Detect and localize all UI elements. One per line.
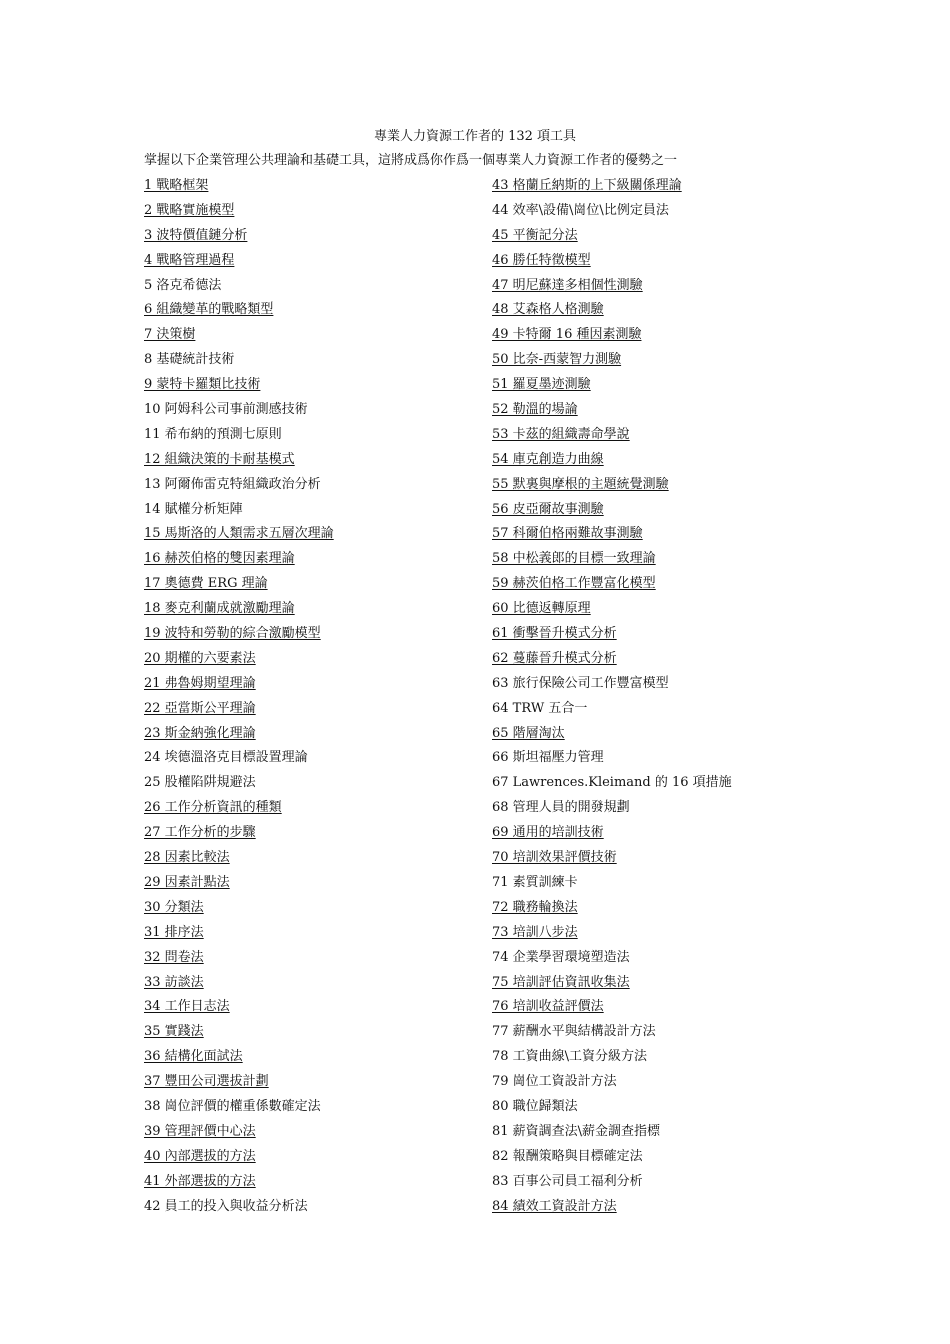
tool-link[interactable]: 33 訪談法 (144, 974, 204, 990)
tool-item: 63 旅行保險公司工作豐富模型 (492, 675, 669, 691)
tool-item: 25 股權陷阱規避法 (144, 775, 256, 791)
tool-link[interactable]: 36 結構化面試法 (144, 1049, 243, 1065)
tool-link[interactable]: 73 培訓八步法 (492, 924, 578, 940)
tool-link[interactable]: 15 馬斯洛的人類需求五層次理論 (144, 526, 334, 542)
tool-link[interactable]: 60 比德返轉原理 (492, 601, 591, 617)
tool-item: 77 薪酬水平與結構設計方法 (492, 1024, 656, 1040)
tool-item: 14 賦權分析矩陣 (144, 501, 243, 517)
tool-link[interactable]: 45 平衡記分法 (492, 227, 578, 243)
tool-item: 66 斯坦福壓力管理 (492, 750, 604, 766)
tool-link[interactable]: 50 比奈-西蒙智力測驗 (492, 352, 622, 368)
tool-link[interactable]: 72 職務輪換法 (492, 899, 578, 915)
tool-link[interactable]: 21 弗魯姆期望理論 (144, 675, 256, 691)
tool-link[interactable]: 2 戰略實施模型 (144, 202, 235, 218)
tool-link[interactable]: 47 明尼蘇達多相個性測驗 (492, 277, 643, 293)
right-column-list (492, 177, 812, 1222)
tool-link[interactable]: 59 赫茨伯格工作豐富化模型 (492, 576, 656, 592)
tool-link[interactable]: 54 庫克創造力曲線 (492, 451, 604, 467)
tool-link[interactable]: 37 豐田公司選拔計劃 (144, 1074, 269, 1090)
tool-link[interactable]: 3 波特價值鏈分析 (144, 227, 248, 243)
tool-link[interactable]: 28 因素比較法 (144, 850, 230, 866)
tool-item: 11 希布納的預測七原則 (144, 426, 282, 442)
tool-item: 67 Lawrences.Kleimand 的 16 項措施 (492, 775, 732, 791)
tool-link[interactable]: 62 蔓藤晉升模式分析 (492, 650, 617, 666)
tool-link[interactable]: 1 戰略框架 (144, 178, 209, 193)
tool-link[interactable]: 65 階層淘汰 (492, 725, 565, 741)
tool-item: 78 工資曲線\工資分級方法 (492, 1049, 648, 1065)
tool-link[interactable]: 17 奧德費 ERG 理論 (144, 576, 268, 592)
tool-link[interactable]: 23 斯金納強化理論 (144, 725, 256, 741)
tool-item: 8 基礎統計技術 (144, 352, 235, 368)
tool-link[interactable]: 70 培訓效果評價技術 (492, 850, 617, 866)
tool-link[interactable]: 51 羅夏墨迹測驗 (492, 377, 591, 393)
tool-item: 64 TRW 五合一 (492, 700, 588, 716)
tool-link[interactable]: 48 艾森格人格測驗 (492, 302, 604, 318)
tool-link[interactable]: 35 實踐法 (144, 1024, 204, 1040)
tool-link[interactable]: 26 工作分析資訊的種類 (144, 800, 282, 816)
tool-item: 44 效率\設備\崗位\比例定員法 (492, 202, 669, 218)
tool-link[interactable]: 19 波特和勞勒的綜合激勵模型 (144, 626, 321, 642)
tool-link[interactable]: 43 格蘭丘納斯的上下級關係理論 (492, 178, 682, 193)
tool-link[interactable]: 29 因素計點法 (144, 874, 230, 890)
tool-link[interactable]: 69 通用的培訓技術 (492, 825, 604, 841)
tool-item: 79 崗位工資設計方法 (492, 1074, 617, 1090)
tool-link[interactable]: 58 中松義郎的目標一致理論 (492, 551, 656, 567)
tool-link[interactable]: 34 工作日志法 (144, 999, 230, 1015)
tool-link[interactable]: 49 卡特爾 16 種因素測驗 (492, 327, 642, 343)
tool-link[interactable]: 22 亞當斯公平理論 (144, 700, 256, 716)
tool-item: 5 洛克希德法 (144, 277, 222, 293)
tool-link[interactable]: 7 決策樹 (144, 327, 196, 343)
tool-item: 82 報酬策略與目標確定法 (492, 1148, 643, 1164)
tool-item: 68 管理人員的開發規劃 (492, 800, 630, 816)
tool-item: 80 職位歸類法 (492, 1098, 578, 1114)
tool-link[interactable]: 41 外部選拔的方法 (144, 1173, 256, 1189)
tool-item: 24 埃德溫洛克目標設置理論 (144, 750, 308, 766)
tool-link[interactable]: 12 組織決策的卡耐基模式 (144, 451, 295, 467)
tool-link[interactable]: 32 問卷法 (144, 949, 204, 965)
tool-link[interactable]: 52 勒溫的場論 (492, 402, 578, 418)
tool-item: 83 百事公司員工福利分析 (492, 1173, 643, 1189)
tool-link[interactable]: 20 期權的六要素法 (144, 650, 256, 666)
document-title: 專業人力資源工作者的 132 項工具 (373, 129, 577, 144)
tool-item: 81 薪資調查法\薪金調查指標 (492, 1123, 661, 1139)
tool-link[interactable]: 30 分類法 (144, 899, 204, 915)
tool-link[interactable]: 40 內部選拔的方法 (144, 1148, 256, 1164)
tool-item: 42 員工的投入與收益分析法 (144, 1198, 308, 1214)
tool-link[interactable]: 53 卡茲的組織壽命學說 (492, 426, 630, 442)
tool-item: 71 素質訓練卡 (492, 874, 578, 890)
tool-link[interactable]: 55 默裏與摩根的主題統覺測驗 (492, 476, 669, 492)
tool-link[interactable]: 6 組織變革的戰略類型 (144, 302, 274, 318)
tool-link[interactable]: 61 衝擊晉升模式分析 (492, 626, 617, 642)
tool-item: 74 企業學習環境塑造法 (492, 949, 630, 965)
tool-link[interactable]: 27 工作分析的步驟 (144, 825, 256, 841)
tool-item: 10 阿姆科公司事前測感技術 (144, 402, 308, 418)
tool-link[interactable]: 46 勝任特徵模型 (492, 252, 591, 268)
tool-link[interactable]: 56 皮亞爾故事測驗 (492, 501, 604, 517)
tool-item: 13 阿爾佈雷克特組織政治分析 (144, 476, 321, 492)
tool-link[interactable]: 57 科爾伯格兩難故事測驗 (492, 526, 643, 542)
tool-link[interactable]: 39 管理評價中心法 (144, 1123, 256, 1139)
tool-link[interactable]: 75 培訓評估資訊收集法 (492, 974, 630, 990)
tool-item: 38 崗位評價的權重係數確定法 (144, 1098, 321, 1114)
tool-link[interactable]: 16 赫茨伯格的雙因素理論 (144, 551, 295, 567)
tool-link[interactable]: 31 排序法 (144, 924, 204, 940)
tool-link[interactable]: 4 戰略管理過程 (144, 252, 235, 268)
tool-link[interactable]: 76 培訓收益評價法 (492, 999, 604, 1015)
tool-link[interactable]: 18 麥克利蘭成就激勵理論 (144, 601, 295, 617)
document-intro: 掌握以下企業管理公共理論和基礎工具，這將成爲你作爲一個專業人力資源工作者的優勢之一 (144, 153, 678, 168)
tool-link[interactable]: 84 績效工資設計方法 (492, 1198, 617, 1214)
left-column-list (144, 177, 484, 1222)
tool-link[interactable]: 9 蒙特卡羅類比技術 (144, 377, 261, 393)
